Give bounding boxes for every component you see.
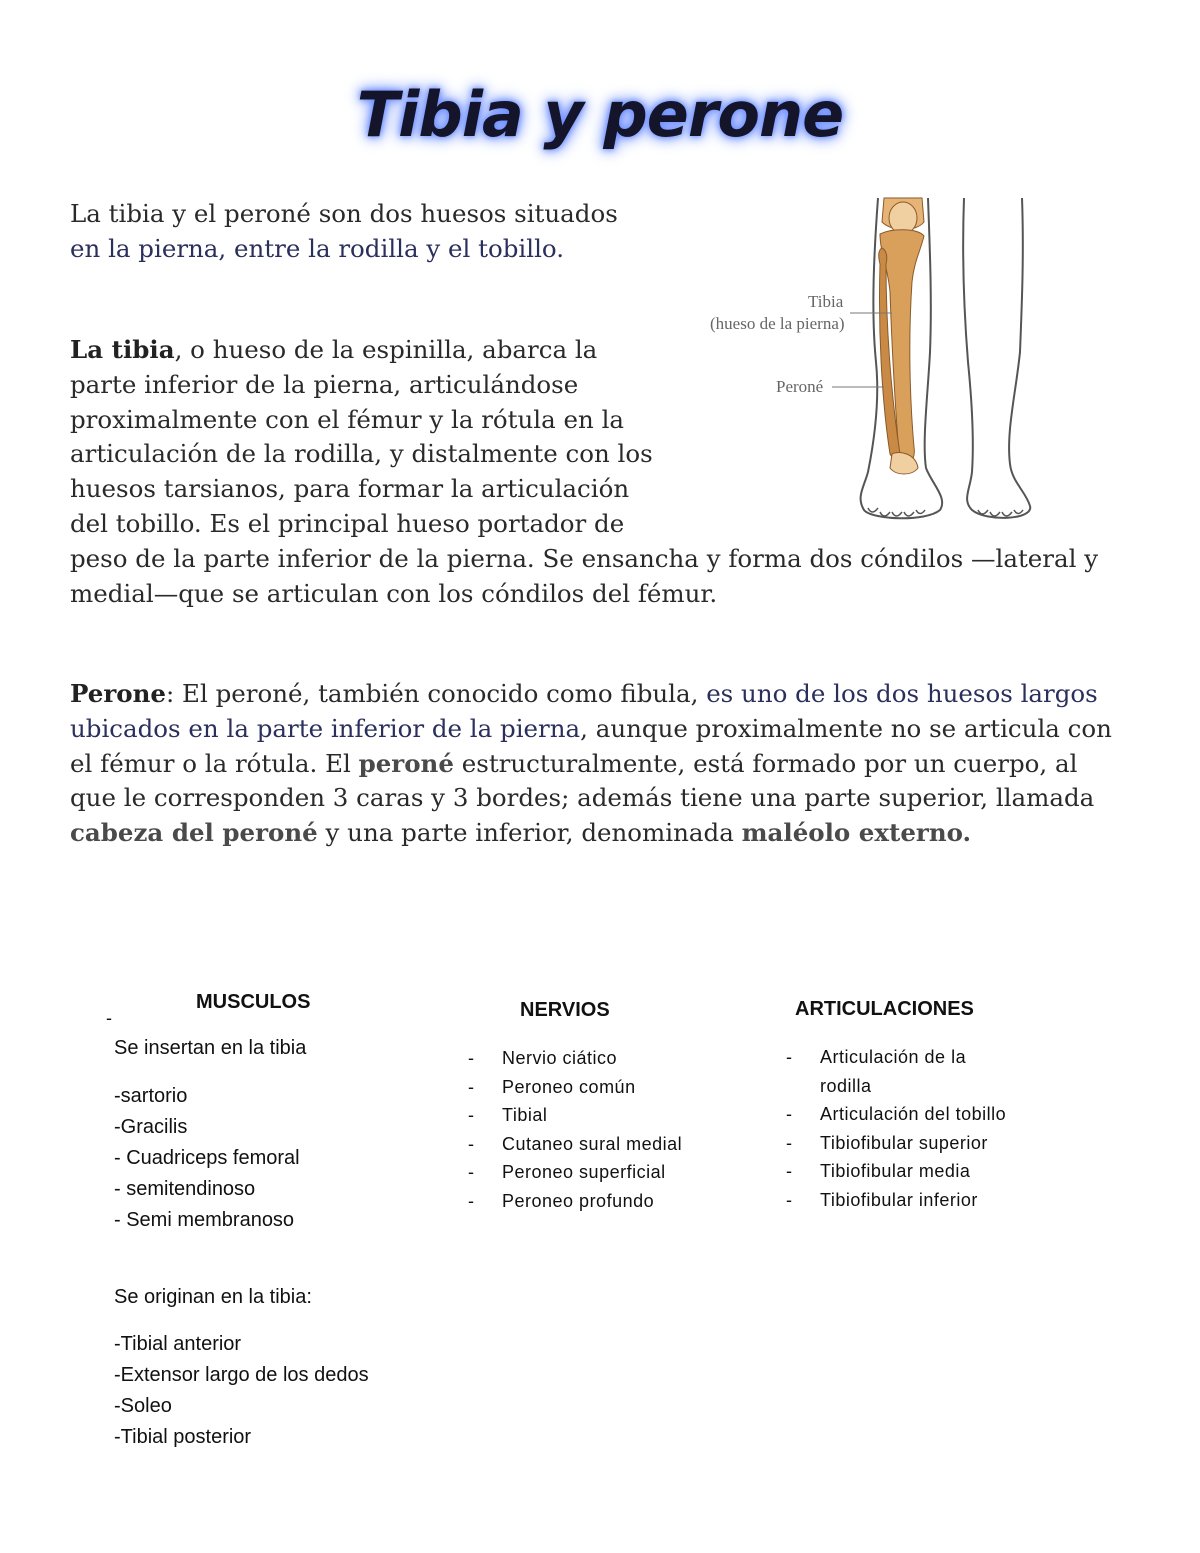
insert-list (114, 1081, 300, 1236)
perone-bold-3: maléolo externo. (741, 818, 972, 848)
nervios-heading: NERVIOS (520, 999, 610, 1021)
articulaciones-list (786, 1043, 1016, 1214)
list-item: - Cuadriceps femoral (114, 1147, 300, 1169)
intro-line-1: La tibia y el peroné son dos huesos situados (70, 199, 618, 228)
list-item: - Peroneo superficial (468, 1158, 682, 1187)
list-item: - Peroneo común (468, 1073, 682, 1102)
list-item: -Tibial posterior (114, 1426, 252, 1448)
patella-bone (889, 202, 917, 234)
musculos-dash: - (106, 1008, 112, 1028)
list-item: -Soleo (114, 1395, 172, 1417)
perone-paragraph (70, 677, 1130, 851)
nervios-list (468, 1044, 682, 1215)
list-item: - Tibiofibular media (786, 1157, 1016, 1186)
articulaciones-heading: ARTICULACIONES (795, 998, 974, 1020)
figure-wrap-spacer (670, 332, 1130, 522)
tibia-bold: La tibia (70, 335, 175, 364)
float-spacer (70, 332, 670, 333)
perone-bold-1: peroné (358, 748, 454, 778)
tibia-text: , o hueso de la espinilla, abarca la parte inferior de la pierna, articulándose proximalmente con el fémur y la rótula en la articulación de la rodilla, y distalmente con los huesos tarsianos, para formar la articulación del tobillo. Es el principal hueso portador de peso de la parte inferior de la pierna. Se ensancha y forma dos cóndilos —lateral y medial—que se articulan con los cóndilos del fémur. (70, 335, 1099, 608)
intro-paragraph (70, 197, 690, 267)
list-item: - Peroneo profundo (468, 1187, 682, 1216)
list-item: - Tibiofibular inferior (786, 1186, 1016, 1215)
list-item: - Cutaneo sural medial (468, 1130, 682, 1159)
insert-label: Se insertan en la tibia (114, 1037, 307, 1059)
perone-bold: Perone (70, 679, 167, 708)
tibia-label: Tibia (808, 292, 844, 311)
intro-line-2: en la pierna, entre la rodilla y el tobillo. (70, 233, 565, 263)
list-item: - Semi membranoso (114, 1209, 295, 1231)
perone-text-3: , aunque proximalmente no se articula con el fémur o la rótula. El (70, 713, 1112, 778)
list-item: -Tibial anterior (114, 1333, 242, 1355)
perone-bold-2: cabeza del peroné (70, 818, 318, 848)
perone-label: Peroné (776, 377, 824, 396)
perone-highlight: es uno de los dos huesos largos ubicados en la parte inferior de la pierna (70, 679, 1098, 743)
perone-text-4: estructuralmente, está formado por un cuerpo, al que le corresponden 3 caras y 3 bordes; además tiene una parte superior, llamada (70, 748, 1095, 813)
musculos-heading: MUSCULOS (196, 991, 311, 1013)
perone-text-1: : El peroné, también conocido como fibula, (166, 679, 707, 708)
origin-list (114, 1329, 369, 1453)
list-item: - semitendinoso (114, 1178, 256, 1200)
perone-text-5: y una parte inferior, denominada (317, 818, 742, 848)
tibia-paragraph (70, 332, 1130, 611)
list-item: -Extensor largo de los dedos (114, 1364, 369, 1386)
list-item: -Gracilis (114, 1116, 188, 1138)
list-item: - Articulación del tobillo (786, 1100, 1016, 1129)
page-title: Tibia y perone (356, 78, 844, 151)
list-item: - Tibiofibular superior (786, 1129, 1016, 1158)
list-item: - Articulación de la rodilla (786, 1043, 1016, 1100)
list-item: - Tibial (468, 1101, 682, 1130)
list-item: -sartorio (114, 1085, 188, 1107)
origin-label: Se originan en la tibia: (114, 1286, 312, 1308)
list-item: - Nervio ciático (468, 1044, 682, 1073)
tibia-sub-label: (hueso de la pierna) (710, 314, 845, 333)
